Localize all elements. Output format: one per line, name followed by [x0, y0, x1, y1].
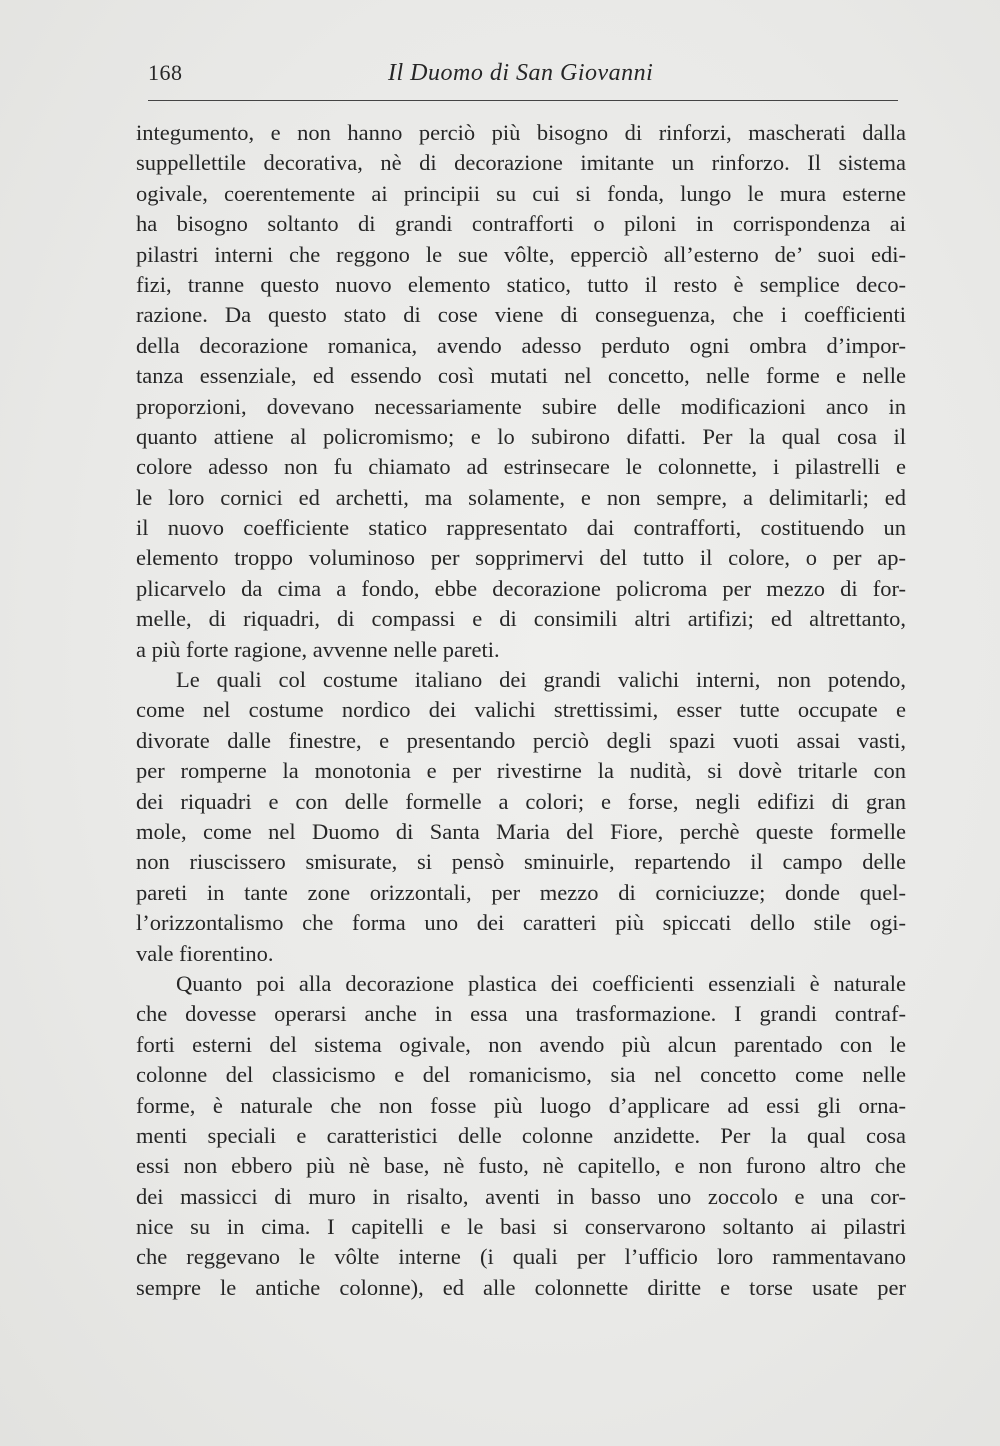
text-line: ha bisogno soltanto di grandi contrafforti o piloni in corrispondenza ai: [136, 211, 906, 237]
text-line: a più forte ragione, avvenne nelle pareti.: [136, 636, 500, 662]
text-line: Le quali col costume italiano dei grandi valichi interni, non potendo,: [176, 667, 906, 693]
text-line: ogivale, coerentemente ai principii su cui si fonda, lungo le mura esterne: [136, 180, 906, 206]
paragraph: [136, 665, 906, 969]
text-line: razione. Da questo stato di cose viene di conseguenza, che i coefficienti: [136, 302, 906, 328]
page-number: 168: [148, 60, 183, 85]
paragraph: [136, 969, 906, 1303]
text-line: Quanto poi alla decorazione plastica dei coefficienti essenziali è naturale: [176, 970, 906, 996]
text-line: della decorazione romanica, avendo adesso perduto ogni ombra d’impor-: [136, 332, 906, 358]
text-line: colonne del classicismo e del romanicismo, sia nel concetto come nelle: [136, 1062, 906, 1088]
text-line: proporzioni, dovevano necessariamente subire delle modificazioni anco in: [136, 393, 906, 419]
text-line: mole, come nel Duomo di Santa Maria del Fiore, perchè queste formelle: [136, 818, 906, 844]
text-line: melle, di riquadri, di compassi e di consimili altri artifizi; ed altrettanto,: [136, 606, 906, 632]
text-line: elemento troppo voluminoso per sopprimervi del tutto il colore, o per ap-: [136, 545, 906, 571]
text-line: che reggevano le vôlte interne (i quali per l’ufficio loro rammentavano: [136, 1244, 906, 1270]
text-line: suppellettile decorativa, nè di decorazione imitante un rinforzo. Il sistema: [136, 150, 906, 176]
text-line: dei massicci di muro in risalto, aventi in basso uno zoccolo e una cor-: [136, 1183, 906, 1209]
text-line: integumento, e non hanno perciò più bisogno di rinforzi, mascherati dalla: [136, 120, 906, 145]
text-line: dei riquadri e con delle formelle a colori; e forse, negli edifizi di gran: [136, 788, 906, 814]
body-text: [136, 118, 906, 1303]
text-line: pareti in tante zone orizzontali, per mezzo di corniciuzze; donde quel-: [136, 879, 906, 905]
text-line: divorate dalle finestre, e presentando perciò degli spazi vuoti assai vasti,: [136, 727, 906, 753]
paragraph: [136, 118, 906, 665]
text-line: forme, è naturale che non fosse più luogo d’applicare ad essi gli orna-: [136, 1092, 906, 1118]
text-line: che dovesse operarsi anche in essa una trasformazione. I grandi contraf-: [136, 1001, 906, 1027]
text-line: tanza essenziale, ed essendo così mutati nel concetto, nelle forme e nelle: [136, 363, 906, 389]
text-line: come nel costume nordico dei valichi strettissimi, esser tutte occupate e: [136, 697, 906, 723]
text-line: il nuovo coefficiente statico rappresentato dai contrafforti, costituendo un: [136, 515, 906, 541]
text-line: non riuscissero smisurate, si pensò sminuirle, repartendo il campo delle: [136, 849, 906, 875]
text-line: colore adesso non fu chiamato ad estrinsecare le colonnette, i pilastrelli e: [136, 454, 906, 480]
text-line: sempre le antiche colonne), ed alle colonnette diritte e torse usate per: [136, 1274, 906, 1300]
running-title: Il Duomo di San Giovanni: [388, 60, 654, 86]
text-line: vale fiorentino.: [136, 940, 274, 966]
text-line: nice su in cima. I capitelli e le basi si conservarono soltanto ai pilastri: [136, 1214, 906, 1240]
text-line: plicarvelo da cima a fondo, ebbe decorazione policroma per mezzo di for-: [136, 575, 906, 601]
text-line: essi non ebbero più nè base, nè fusto, nè capitello, e non furono altro che: [136, 1153, 906, 1179]
text-line: l’orizzontalismo che forma uno dei caratteri più spiccati dello stile ogi-: [136, 910, 906, 936]
text-line: pilastri interni che reggono le sue vôlte, epperciò all’esterno de’ suoi edi-: [136, 241, 906, 267]
running-head: [148, 58, 898, 101]
text-line: fizi, tranne questo nuovo elemento statico, tutto il resto è semplice deco-: [136, 271, 906, 297]
text-line: le loro cornici ed archetti, ma solamente, e non sempre, a delimitarli; ed: [136, 484, 906, 510]
text-line: menti speciali e caratteristici delle colonne anzidette. Per la qual cosa: [136, 1122, 906, 1148]
text-line: forti esterni del sistema ogivale, non avendo più alcun parentado con le: [136, 1031, 906, 1057]
text-line: quanto attiene al policromismo; e lo subirono difatti. Per la qual cosa il: [136, 423, 906, 449]
text-line: per romperne la monotonia e per rivestirne la nudità, si dovè tritarle con: [136, 758, 906, 784]
